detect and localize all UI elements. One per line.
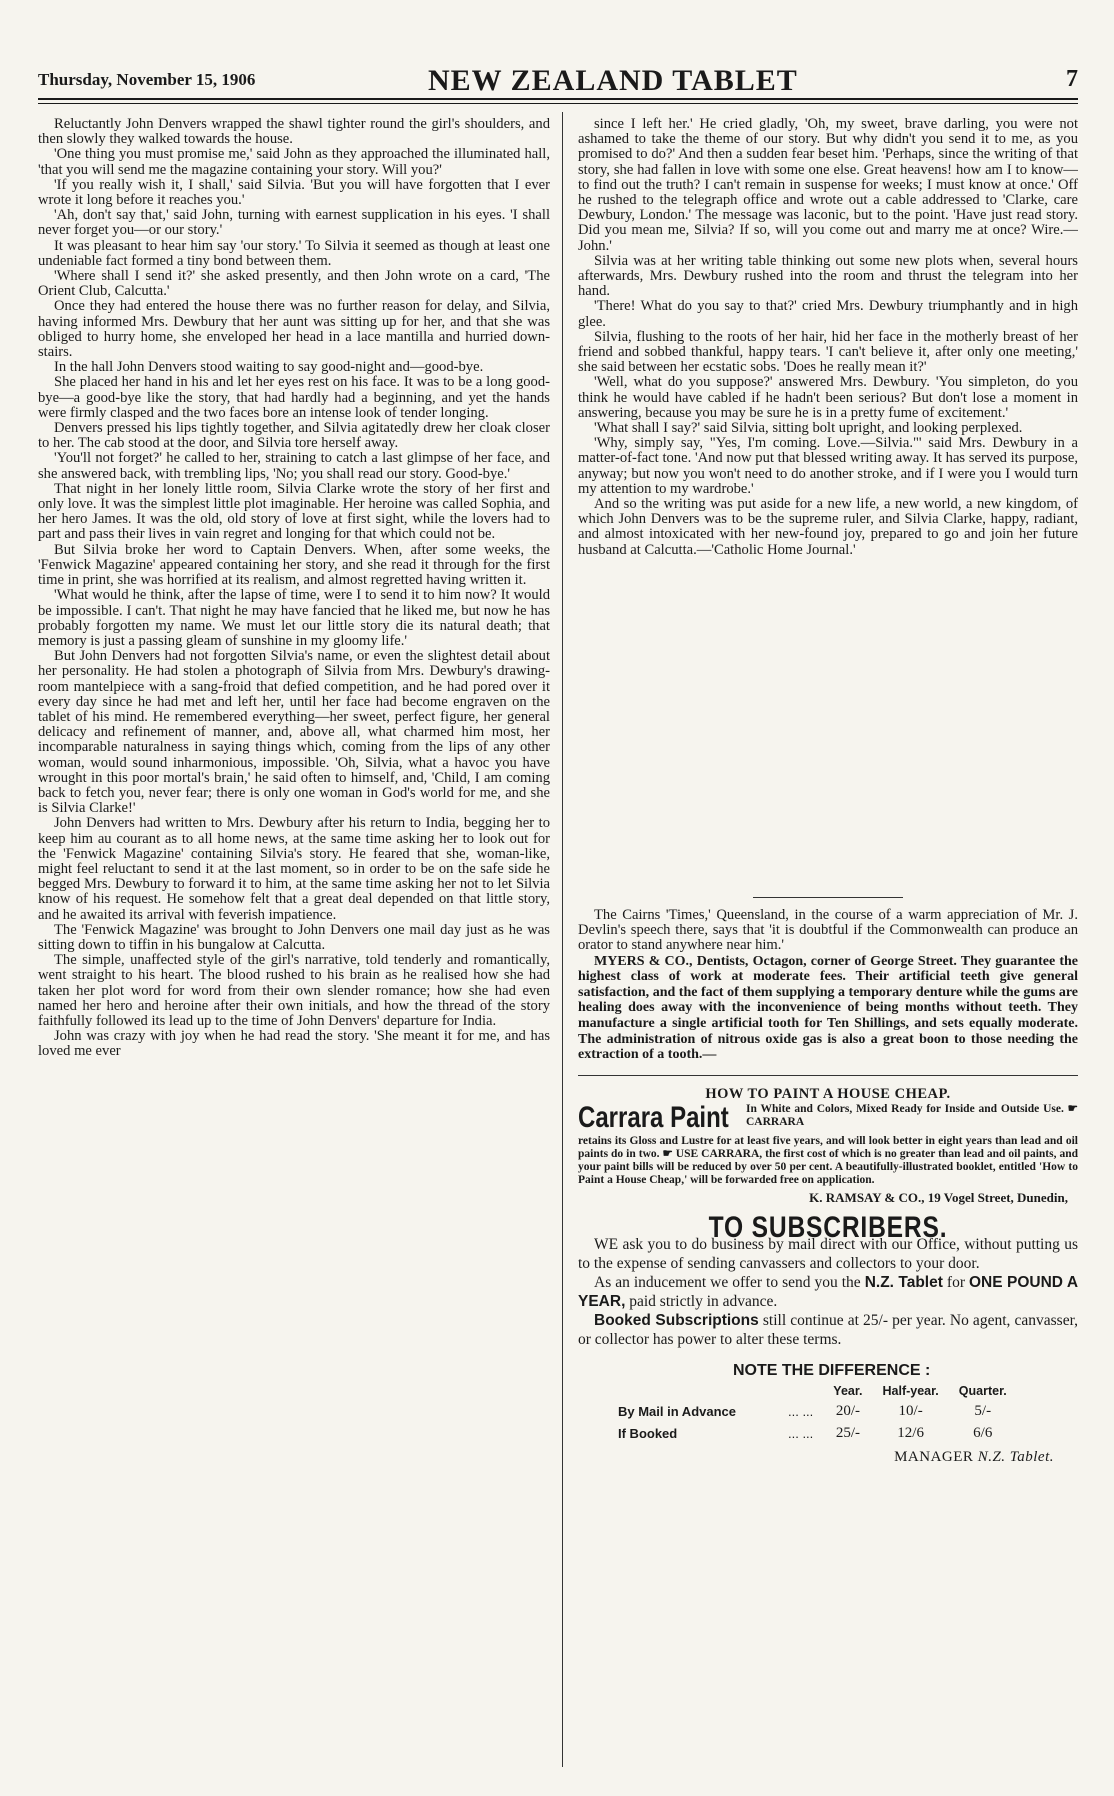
story-paragraph: 'What would he think, after the lapse of time, were I to send it to him now? It would be impossible. I can't. That night he may have fancied that he liked me, but now he has probably forgotten my name. We must let our little story die its natural death; that memory is just a passing gleam of sunshine in my gloomy life.' (38, 587, 550, 649)
rate-year: 25/- (835, 1424, 860, 1441)
section-rule (578, 1075, 1078, 1076)
rate-half-year: 12/6 (897, 1424, 924, 1441)
story-paragraph: 'What shall I say?' said Silvia, sitting bolt upright, and looking perplexed. (594, 420, 1023, 437)
rate-dots: ... ... (788, 1425, 814, 1441)
masthead-title: NEW ZEALAND TABLET (428, 64, 798, 97)
subscribers-title: TO SUBSCRIBERS. (708, 1210, 948, 1244)
paint-tagline: In White and Colors, Mixed Ready for Inside and Outside Use. ☛CARRARA (746, 1102, 1078, 1128)
note-difference-title: NOTE THE DIFFERENCE : (733, 1361, 931, 1379)
right-column (578, 117, 1078, 1465)
story-paragraph: In the hall John Denvers stood waiting to say good-night and—good-bye. (54, 359, 484, 376)
story-paragraph: 'One thing you must promise me,' said John as they approached the illuminated hall, 'that you will send me the magazine containing your story. Will you?' (38, 146, 550, 178)
cairns-note-text: The Cairns 'Times,' Queensland, in the course of a warm appreciation of Mr. J. Devlin's speech there, says that 'it is doubtful if the Commonwealth can produce an orator to stand anywhere near him.' (578, 907, 1078, 954)
booked-subscriptions-text: still continue at 25/- per year. No agent, canvasser, or collector has power to alter these terms. (578, 1311, 1078, 1348)
subscribers-paragraph-2 (578, 1273, 1078, 1311)
story-paragraph: 'Well, what do you suppose?' answered Mrs. Dewbury. 'You simpleton, do you think he would have cabled if he hadn't been serious? But don't lose a moment in answering, because you may be sure he is in a pretty fume of excitement.' (578, 374, 1078, 421)
story-paragraph: Denvers pressed his lips tightly together, and Silvia agitatedly drew her cloak closer to her. The cab stood at the door, and Silvia tore herself away. (38, 420, 550, 452)
rate-half-year: 10/- (898, 1403, 923, 1420)
page-number: 7 (1066, 66, 1078, 92)
story-paragraph: But Silvia broke her word to Captain Denvers. When, after some weeks, the 'Fenwick Magazine' appeared containing her story, and she read it through for the first time in print, she was horrified at its realism, and almost regretted having written it. (38, 541, 550, 589)
table-row (608, 1401, 1017, 1422)
story-paragraph: since I left her.' He cried gladly, 'Oh, my sweet, brave darling, you were not ashamed to take the theme of our story. But why didn't you send it to me, as you promised to do?' And then a sudden fear beset him. 'Perhaps, since the writing of that story, she had fallen in love with some one else. Great heavens! how am I to know—to find out the truth? I can't remain in suspense for weeks; I must know at once.' Off he rushed to the telegraph office and wrote out a cable addressed to 'Clarke, care Dewbury, London.' The message was laconic, but to the point. 'Have just read story. Did you mean me, Silvia? If so, will you come out and marry me at once? Wire.—John.' (578, 117, 1078, 254)
story-paragraph: Silvia was at her writing table thinking out some new plots when, several hours afterwards, Mrs. Dewbury rushed into the room and thrust the telegram into her hand. (578, 252, 1078, 300)
story-paragraph: But John Denvers had not forgotten Silvia's name, or even the slightest detail about her personality. He had stolen a photograph of Silvia from Mrs. Dewbury's drawing-room mantelpiece with a sang-froid that defied competition, and he had pored over it every day since he had met and left her, until her face had become engraven on the tablet of his mind. He remembered everything—her sweet, perfect figure, her general delicacy and refinement of manner, and, above all, what charmed him most, her incomparable naturalness in saying things which, coming from the lips of any other woman, would sound inharmonious, impossible. 'Oh, Silvia, what a havoc you have wrought in this poor mortal's brain,' he said often to himself, and, 'Child, I am coming back to fetch you, never fear; there is only one woman in God's world for me, and she is Silvia Clarke!' (38, 648, 550, 817)
column-divider (562, 112, 563, 1767)
story-paragraph: The simple, unaffected style of the girl's narrative, told tenderly and romantically, went straight to his heart. The blood rushed to his brain as he realised how she had taken her plot word for word from their own slender romance; how she had even named her hero and heroine after their own initials, and how the thread of the story faithfully followed its lead up to the time of John Denvers' departure for India. (38, 952, 550, 1029)
issue-date: Thursday, November 15, 1906 (38, 70, 256, 89)
advance-text: paid strictly in advance. (629, 1292, 778, 1310)
manager-publication: N.Z. Tablet. (977, 1448, 1054, 1465)
story-paragraph: 'You'll not forget?' he called to her, straining to catch a last glimpse of her face, and she answered back, with trembling lips, 'No; you shall read our story. Good-bye.' (38, 450, 550, 482)
story-paragraph: 'Where shall I send it?' she asked presently, and then John wrote on a card, 'The Orient Club, Calcutta.' (38, 268, 550, 300)
rate-label: By Mail in Advance (618, 1404, 736, 1420)
paint-ad-body: retains its Gloss and Lustre for at least five years, and will look better in eight years than lead and oil paints do in two. ☛ USE CARRARA, the first cost of which is no greater than lead and oil paints, and your paint bills will be reduced by over 50 per cent. A beautifully-illustrated booklet, entitled 'How to Paint a House Cheap,' will be forwarded free on application. (578, 1134, 1078, 1186)
page-header (38, 64, 1078, 110)
story-paragraph: 'If you really wish it, I shall,' said Silvia. 'But you will have forgotten that I ever wrote it long before it reaches you.' (38, 176, 550, 209)
rate-dots: ... ... (788, 1404, 814, 1420)
story-paragraph: John was crazy with joy when he had read the story. 'She meant it for me, and has loved me ever (38, 1028, 550, 1060)
story-paragraph: 'Why, simply say, "Yes, I'm coming. Love.—Silvia."' said Mrs. Dewbury in a matter-of-fact tone. 'And now put that blessed writing away. It has served its purpose, anyway; but now you won't need to do another stroke, and if I were you I would turn my attention to my wardrobe.' (578, 435, 1078, 497)
story-paragraph: And so the writing was put aside for a new life, a new world, a new kingdom, of which John Denvers was to be the supreme ruler, and Silvia Clarke, happy, radiant, and almost intoxicated with her new-found joy, prepared to go and join her future husband at Calcutta.—'Catholic Home Journal.' (578, 496, 1078, 558)
manager-label: MANAGER (894, 1448, 974, 1465)
subscribers-paragraph-3 (578, 1311, 1078, 1349)
rates-table (608, 1382, 1017, 1444)
story-paragraph: Silvia, flushing to the roots of her hair, hid her face in the motherly breast of her friend and sobbed thankful, happy tears. 'I can't believe it, after only one meeting,' she said between her ecstatic sobs. 'Does he really mean it?' (578, 328, 1078, 376)
rates-header-blank (608, 1382, 778, 1401)
subscribers-lead-word: WE (594, 1235, 619, 1253)
rates-header-quarter: Quarter. (958, 1384, 1007, 1399)
rate-year: 20/- (835, 1403, 860, 1420)
price-text: ONE POUND A YEAR, (578, 1273, 1079, 1310)
story-paragraph: John Denvers had written to Mrs. Dewbury after his return to India, begging her to keep him au courant as to all home news, at the same time asking her to look out for the 'Fenwick Magazine' containing Silvia's story. He feared that she, woman-like, might feel reluctant to send it at the last moment, so in order to be on the safe side he begged Mrs. Dewbury to forward it to him, at the same time asking her not to let Silvia know of his request. He somehow felt that a great deal depended on that little story, and he awaited its arrival with feverish impatience. (38, 815, 550, 923)
paint-advertisement (578, 1085, 1078, 1205)
rate-quarter: 6/6 (973, 1424, 993, 1441)
dentist-ad: MYERS & CO., Dentists, Octagon, corner of George Street. They guarantee the highest class of work at moderate fees. Their artificial teeth give general satisfaction, and the fact of them supplying a temporary denture while the gums are healing does away with the inconvenience of being months without teeth. They manufacture a single artificial tooth for Ten Shillings, and sets equally moderate. The administration of nitrous oxide gas is also a great boon to those needing the extraction of a tooth.— (578, 953, 1078, 1063)
story-column-right (578, 117, 1078, 887)
story-paragraph: It was pleasant to hear him say 'our story.' To Silvia it seemed as though at least one undeniable fact formed a tiny bond between them. (38, 237, 550, 269)
inducement-text: As an inducement we offer to send you the (594, 1273, 861, 1291)
story-paragraph: Once they had entered the house there was no further reason for delay, and Silvia, having informed Mrs. Dewbury that her aunt was sitting up for her, and that she was obliged to hurry home, she enveloped her head in a lace mantilla and hurried down-stairs. (38, 298, 550, 361)
story-paragraph: Reluctantly John Denvers wrapped the shawl tighter round the girl's shoulders, and then slowly they walked towards the house. (38, 117, 550, 148)
story-paragraph: The 'Fenwick Magazine' was brought to John Denvers one mail day just as he was sitting down to tiffin in his bungalow at Calcutta. (38, 921, 550, 953)
story-column-left (38, 117, 550, 1757)
rates-header-year: Year. (833, 1384, 863, 1399)
paint-ad-title: HOW TO PAINT A HOUSE CHEAP. (705, 1085, 951, 1102)
rate-label: If Booked (618, 1425, 678, 1441)
cairns-note (578, 908, 1078, 1063)
story-paragraph: That night in her lonely little room, Silvia Clarke wrote the story of her first and only love. It was the simplest little plot imaginable. Her heroine was called Sophia, and her hero James. It was the old, old story of love at first sight, while the lovers had to part and pass their lives in vain regret and longing for that which could not be. (38, 480, 550, 543)
paint-brand-name: Carrara Paint (578, 1100, 729, 1134)
story-paragraph: She placed her hand in his and let her eyes rest on his face. It was to be a long good-bye—a good-bye like the story, that had hardly had a beginning, and yet the hands were firmly clasped and the two faces bore an intense look of tender longing. (38, 374, 550, 421)
table-row (608, 1423, 1017, 1444)
booked-subscriptions-label: Booked Subscriptions (594, 1311, 759, 1329)
story-paragraph: 'There! What do you say to that?' cried Mrs. Dewbury triumphantly and in high glee. (578, 298, 1078, 330)
tablet-name: N.Z. Tablet (864, 1273, 943, 1291)
rates-header-half-year: Half-year. (882, 1384, 939, 1399)
rates-header-dots (778, 1382, 823, 1401)
story-paragraph: 'Ah, don't say that,' said John, turning with earnest supplication in his eyes. 'I shall never forget you—or our story.' (38, 207, 550, 239)
header-rule (38, 98, 1078, 100)
rate-quarter: 5/- (974, 1403, 992, 1420)
subscribers-text-1: ask you to do business by mail direct with our Office, without putting us to the expense of sending canvassers and collectors to your door. (578, 1235, 1079, 1272)
manager-signature (578, 1450, 1054, 1465)
for-word: for (946, 1273, 965, 1291)
header-rule-thin (38, 103, 1078, 104)
paint-ad-signature: K. RAMSAY & CO., 19 Vogel Street, Dunedin, (809, 1189, 1068, 1205)
section-rule (753, 897, 903, 898)
